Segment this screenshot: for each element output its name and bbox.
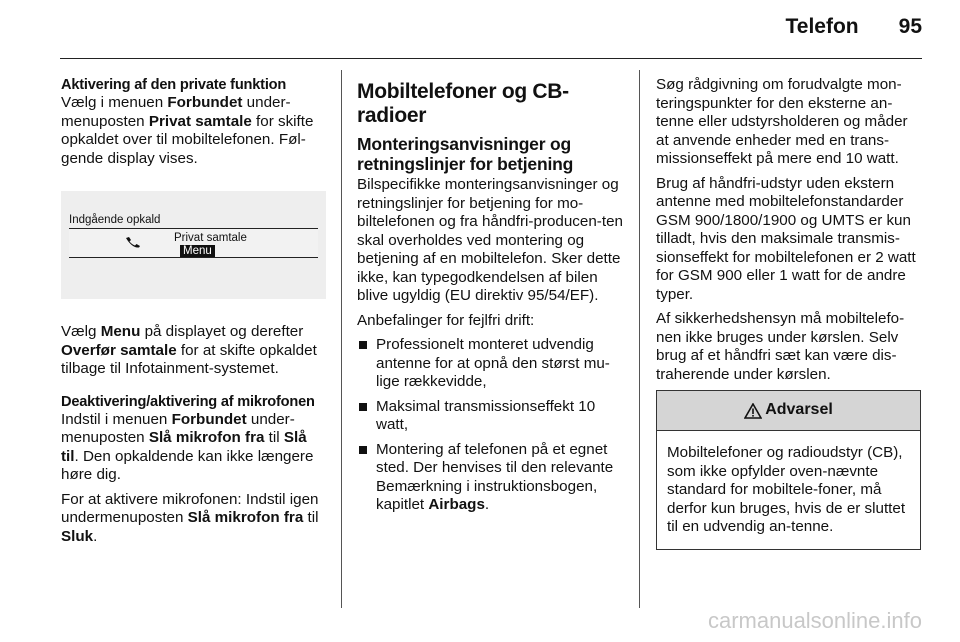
text: Indstil i menuen: [61, 410, 172, 428]
section-heading-microphone: Deaktivering/aktivering af mikrofonen: [61, 393, 315, 410]
menu-term: Slå mikrofon fra: [187, 509, 304, 526]
text: for skifte opkaldet over til mobiltelefonen. Føl-gende display vises.: [61, 112, 314, 167]
paragraph-handsfree: Brug af håndfri-udstyr uden ekstern antenne med mobiltelefonstandarder GSM 900/1800/1900 og UMTS er kun tilladt, hvis den maksimale transmis-sionseffekt for mobiltelefonen er 2 watt for GSM 900 eller 1 watt for de andre typer.: [656, 174, 916, 303]
paragraph-recommendations: Anbefalinger for fejlfri drift:: [357, 311, 535, 329]
text: Vælg: [61, 323, 101, 340]
column-divider-2: [639, 70, 640, 608]
paragraph-consult: Søg rådgivning om forudvalgte mon-teringspunkter for den eksterne an-tenne eller udstyrsholderen og måder at anvende enheder med en trans-missionseffekt på mere end 10 watt.: [656, 76, 908, 167]
warning-body: Mobiltelefoner og radioudstyr (CB), som ikke opfylder oven-nævnte standard for mobiltele-foner, må derfor kun bruges, hvis de er sluttet til en udvendig an-tenne.: [667, 444, 906, 535]
text: under-menuposten: [61, 94, 291, 130]
text: . Den opkaldende kan ikke længere høre dig.: [61, 447, 314, 483]
menu-term: Privat samtale: [148, 112, 252, 130]
text: under-menuposten: [61, 410, 295, 446]
section-heading-mobile-phones: Mobiltelefoner og CB-radioer: [357, 80, 569, 127]
warning-box: [656, 390, 921, 550]
page-title: Telefon: [785, 15, 859, 38]
warning-title: Advarsel: [765, 401, 833, 419]
bullet-icon: [359, 403, 367, 411]
list-item-text: Professionelt monteret udvendig antenne for at opnå den størst mu-lige rækkevidde,: [376, 336, 610, 390]
menu-term: Forbundet: [171, 410, 247, 428]
display-menu-button: Menu: [180, 245, 215, 257]
page-header: [622, 14, 922, 40]
paragraph-safety: Af sikkerhedshensyn må mobiltelefo-nen ikke bruges under kørslen. Selv brug af et håndfri sæt kan være dis-traherende under kørslen.: [656, 310, 905, 383]
phone-handset-icon: [125, 236, 141, 248]
recommendation-list: [357, 336, 623, 515]
text: til: [264, 429, 284, 446]
text: .: [93, 527, 98, 545]
subheading-installation: Monteringsanvisninger og retningslinjer for betjening: [357, 134, 574, 174]
menu-term: Overfør samtale: [61, 341, 177, 359]
text: på displayet og derefter: [140, 323, 304, 340]
text: For at aktivere mikrofonen: Indstil igen undermenuposten: [61, 490, 319, 526]
text: Vælg i menuen: [61, 94, 168, 111]
menu-term: Slå mikrofon fra: [148, 429, 265, 446]
column-divider-1: [341, 70, 342, 608]
menu-term: Sluk: [61, 527, 94, 545]
list-item-text: Maksimal transmissionseffekt 10 watt,: [376, 397, 596, 433]
display-title: Indgående opkald: [69, 214, 161, 226]
header-divider: [60, 58, 922, 59]
chapter-term: Airbags: [428, 496, 485, 513]
paragraph-installation: Bilspecifikke monteringsanvisninger og retningslinjer for betjening for mo-biltelefonen og fra håndfri-producen-ten skal overholdes ved montering og betjening af en mobiltelefon. Sker dette ikke, kan typegodkendelsen af bilen blive ugyldig (EU direktiv 95/54/EF).: [357, 176, 623, 304]
list-item: [357, 336, 623, 392]
page-number: 95: [898, 15, 922, 38]
menu-term: Menu: [100, 323, 141, 340]
watermark: carmanualsonline.info: [707, 608, 922, 633]
bullet-icon: [359, 341, 367, 349]
paragraph-transfer: [61, 323, 326, 379]
menu-term: Forbundet: [167, 94, 243, 111]
paragraph-activate-microphone: [61, 491, 326, 547]
column-2: [357, 76, 623, 521]
column-3: [656, 76, 921, 550]
display-panel: [69, 228, 318, 258]
list-item-text: Montering af telefonen på et egnet sted. Der henvises til den relevante Bemærkning i instruktionsbogen, kapitlet: [376, 440, 614, 513]
column-1: [61, 76, 326, 552]
section-heading-private-mode: Aktivering af den private funktion: [61, 77, 287, 93]
warning-triangle-icon: [744, 403, 762, 419]
text: for at skifte opkaldet tilbage til Infotainment-systemet.: [61, 341, 317, 377]
display-item-private-call: Privat samtale: [174, 232, 247, 244]
text: til: [303, 509, 319, 526]
paragraph-microphone: [61, 411, 326, 485]
text: .: [484, 496, 490, 513]
display-illustration: [61, 191, 326, 299]
warning-header: [657, 391, 920, 431]
list-item: [357, 441, 623, 515]
bullet-icon: [359, 446, 367, 454]
list-item: [357, 398, 623, 435]
menu-term: Slå til: [61, 429, 307, 465]
paragraph-private-mode: [61, 94, 326, 168]
